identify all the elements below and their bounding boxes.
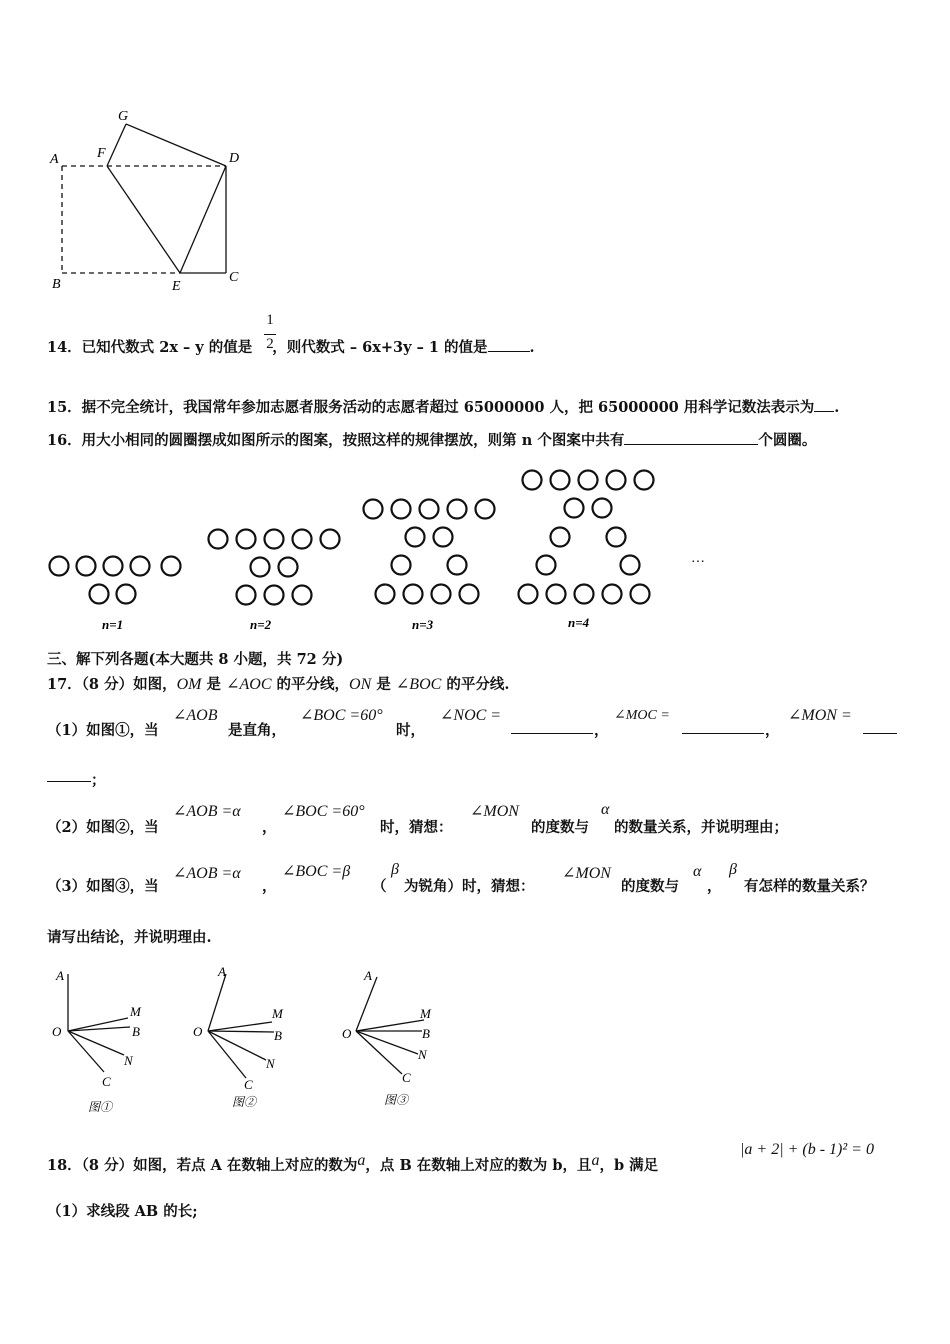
circle: [565, 499, 584, 518]
circle: [104, 557, 123, 576]
fig1-label-n: N: [124, 1053, 133, 1068]
q17p2-angle-mon: ∠MON: [470, 803, 519, 820]
rectangle-fold-figure: [40, 100, 260, 300]
label-e: E: [172, 279, 181, 294]
q17-part1: （1）如图①，当: [47, 722, 159, 739]
q17p3-angle-mon: ∠MON: [562, 865, 611, 882]
circle: [265, 530, 284, 549]
q17p3-beta: β: [391, 861, 399, 878]
circle: [209, 530, 228, 549]
q17p3-alpha: α: [693, 863, 702, 880]
circle: [434, 528, 453, 547]
fig2-label-n: N: [266, 1056, 275, 1071]
question-18: 18．（8 分）如图，若点 A 在数轴上对应的数为a，点 B 在数轴上对应的数为 b，且a，b 满足: [47, 1152, 659, 1174]
circle: [603, 585, 622, 604]
label-g: G: [118, 109, 129, 124]
q17p1-semicolon: ；: [91, 772, 106, 789]
label-b: B: [52, 277, 61, 292]
fig3-label-b: B: [422, 1026, 430, 1041]
question-16: [47, 429, 816, 450]
q14-answer-blank[interactable]: [488, 339, 530, 352]
fig2-label-a: A: [218, 964, 226, 979]
fig1-label-a: A: [56, 968, 64, 983]
fig1-caption: 图①: [88, 1100, 113, 1114]
circle: [392, 500, 411, 519]
question-17-intro: 17．（8 分）如图，OM 是 ∠AOC 的平分线，ON 是 ∠BOC 的平分线.: [47, 676, 510, 693]
q17p2-alpha: α: [601, 801, 610, 818]
label-c: C: [229, 270, 239, 285]
fig3-label-n: N: [418, 1047, 427, 1062]
q17p1-when: 时，: [396, 722, 425, 739]
fig2-label-c: C: [244, 1077, 253, 1092]
q17p1-angle-mon: ∠MON =: [788, 707, 852, 724]
circle: [537, 556, 556, 575]
circle: [460, 585, 479, 604]
circle: [321, 530, 340, 549]
q16-post: 个圆圈。: [758, 432, 817, 449]
fig1-label-o: O: [52, 1024, 62, 1039]
fig3-label-a: A: [364, 968, 372, 983]
q17p3-acute: 为锐角）时，猜想：: [404, 878, 535, 895]
q17p3-comma2: ，: [707, 878, 722, 895]
circle: [77, 557, 96, 576]
circle: [607, 471, 626, 490]
fig3-caption: 图③: [384, 1093, 409, 1107]
circle: [90, 585, 109, 604]
label-f: F: [97, 146, 106, 161]
circle: [635, 471, 654, 490]
on-symbol: ON: [349, 676, 372, 693]
q17p2-degree: 的度数与: [531, 819, 589, 836]
caption-n4: n=4: [568, 615, 590, 630]
q17-part2: （2）如图②，当: [47, 819, 159, 836]
q14-pre: 14．已知代数式 2x – y 的值是: [47, 339, 253, 356]
q17p3-degree: 的度数与: [621, 878, 679, 895]
q15-answer-blank[interactable]: [814, 399, 834, 412]
q17-part3: （3）如图③，当: [47, 878, 159, 895]
q17p3-angle-boc: ∠BOC =β: [282, 863, 351, 880]
caption-n3: n=3: [412, 617, 434, 632]
circle: [364, 500, 383, 519]
circle: [131, 557, 150, 576]
circle: [404, 585, 423, 604]
circle: [551, 528, 570, 547]
fig2-label-m: M: [272, 1006, 283, 1021]
q17p1-right-angle: 是直角，: [228, 722, 286, 739]
q17p1-angle-boc: ∠BOC =60°: [300, 707, 383, 724]
q18-equation: |a + 2| + (b - 1)² = 0: [740, 1141, 874, 1158]
circle: [376, 585, 395, 604]
fig2-label-o: O: [193, 1024, 203, 1039]
q17p1-comma1: ，: [594, 722, 609, 739]
circle-pattern-figure: [40, 460, 740, 635]
circle: [579, 471, 598, 490]
q14-post: ，则代数式 – 6x+3y – 1 的值是: [272, 339, 488, 356]
q17p1-angle-moc: ∠MOC =: [614, 708, 670, 723]
circle: [406, 528, 425, 547]
ellipsis: …: [692, 551, 705, 566]
q14-fraction-num: 1: [266, 312, 274, 328]
q14-fraction-bar: [264, 334, 276, 335]
circle: [551, 471, 570, 490]
angle-boc: ∠BOC: [395, 676, 442, 693]
circle: [519, 585, 538, 604]
fig3-label-c: C: [402, 1070, 411, 1085]
q17p2-angle-boc: ∠BOC =60°: [282, 803, 365, 820]
om-symbol: OM: [176, 676, 202, 693]
section-3-title: 三、解下列各题(本大题共 8 小题，共 72 分): [47, 651, 344, 668]
circle: [162, 557, 181, 576]
fig1-label-m: M: [130, 1004, 141, 1019]
circle: [448, 556, 467, 575]
q17p3-comma: ，: [262, 878, 277, 895]
moc-answer-blank[interactable]: [682, 721, 764, 734]
q16-pre: 16．用大小相同的圆圈摆成如图所示的图案，按照这样的规律摆放，则第 n 个图案中共有: [47, 432, 625, 449]
q17-part4: 请写出结论，并说明理由.: [47, 929, 212, 946]
label-d: D: [229, 151, 240, 166]
circle: [251, 558, 270, 577]
label-a: A: [50, 152, 59, 167]
q17p2-comma: ，: [262, 819, 277, 836]
noc-answer-blank[interactable]: [511, 721, 593, 734]
q17p3-beta2: β: [729, 861, 737, 878]
caption-n1: n=1: [102, 617, 124, 632]
q14-fraction-den: 2: [266, 336, 274, 352]
fig2-caption: 图②: [232, 1095, 257, 1109]
q18-var-a2: a: [591, 1152, 600, 1169]
q17p2-relation: 的数量关系，并说明理由；: [614, 819, 788, 836]
q17p1-angle-noc: ∠NOC =: [440, 707, 502, 724]
circle: [593, 499, 612, 518]
fig1-label-b: B: [132, 1024, 140, 1039]
circle: [265, 586, 284, 605]
q17p2-guess: 时，猜想：: [380, 819, 453, 836]
q17p3-question: 有怎样的数量关系？: [744, 878, 875, 895]
q14-end: .: [529, 339, 535, 356]
fig2-label-b: B: [274, 1028, 282, 1043]
question-15: [47, 396, 839, 417]
q17p1-comma2: ，: [765, 722, 780, 739]
q17p2-angle-aob: ∠AOB =α: [173, 803, 241, 820]
circle: [432, 585, 451, 604]
circle: [523, 471, 542, 490]
circle: [448, 500, 467, 519]
q17p1-angle-aob: ∠AOB: [173, 707, 218, 724]
circle: [237, 586, 256, 605]
circle: [392, 556, 411, 575]
angle-figures: [40, 960, 460, 1120]
circle: [607, 528, 626, 547]
q18-var-a: a: [357, 1152, 366, 1169]
q15-text: 15．据不完全统计，我国常年参加志愿者服务活动的志愿者超过 65000000 人，把 65000000 用科学记数法表示为: [47, 399, 815, 416]
question-14: [47, 336, 535, 357]
q17p3-angle-aob: ∠AOB =α: [173, 865, 241, 882]
circle: [50, 557, 69, 576]
circle: [420, 500, 439, 519]
circle: [575, 585, 594, 604]
q17p3-paren: （: [372, 878, 387, 895]
circle: [117, 585, 136, 604]
fig3-label-m: M: [420, 1006, 431, 1021]
circle: [279, 558, 298, 577]
circle: [293, 586, 312, 605]
fig1-label-c: C: [102, 1074, 111, 1089]
q18-part1: （1）求线段 AB 的长;: [47, 1203, 198, 1220]
circle: [293, 530, 312, 549]
mon-answer-blank-b[interactable]: [47, 769, 91, 782]
circle: [237, 530, 256, 549]
circle: [631, 585, 650, 604]
q15-end: .: [834, 399, 840, 416]
circle: [621, 556, 640, 575]
mon-answer-blank-a[interactable]: [863, 721, 897, 734]
circle: [476, 500, 495, 519]
circle: [547, 585, 566, 604]
angle-aoc: ∠AOC: [226, 676, 272, 693]
q16-answer-blank[interactable]: [624, 432, 758, 445]
fig3-label-o: O: [342, 1026, 352, 1041]
caption-n2: n=2: [250, 617, 272, 632]
